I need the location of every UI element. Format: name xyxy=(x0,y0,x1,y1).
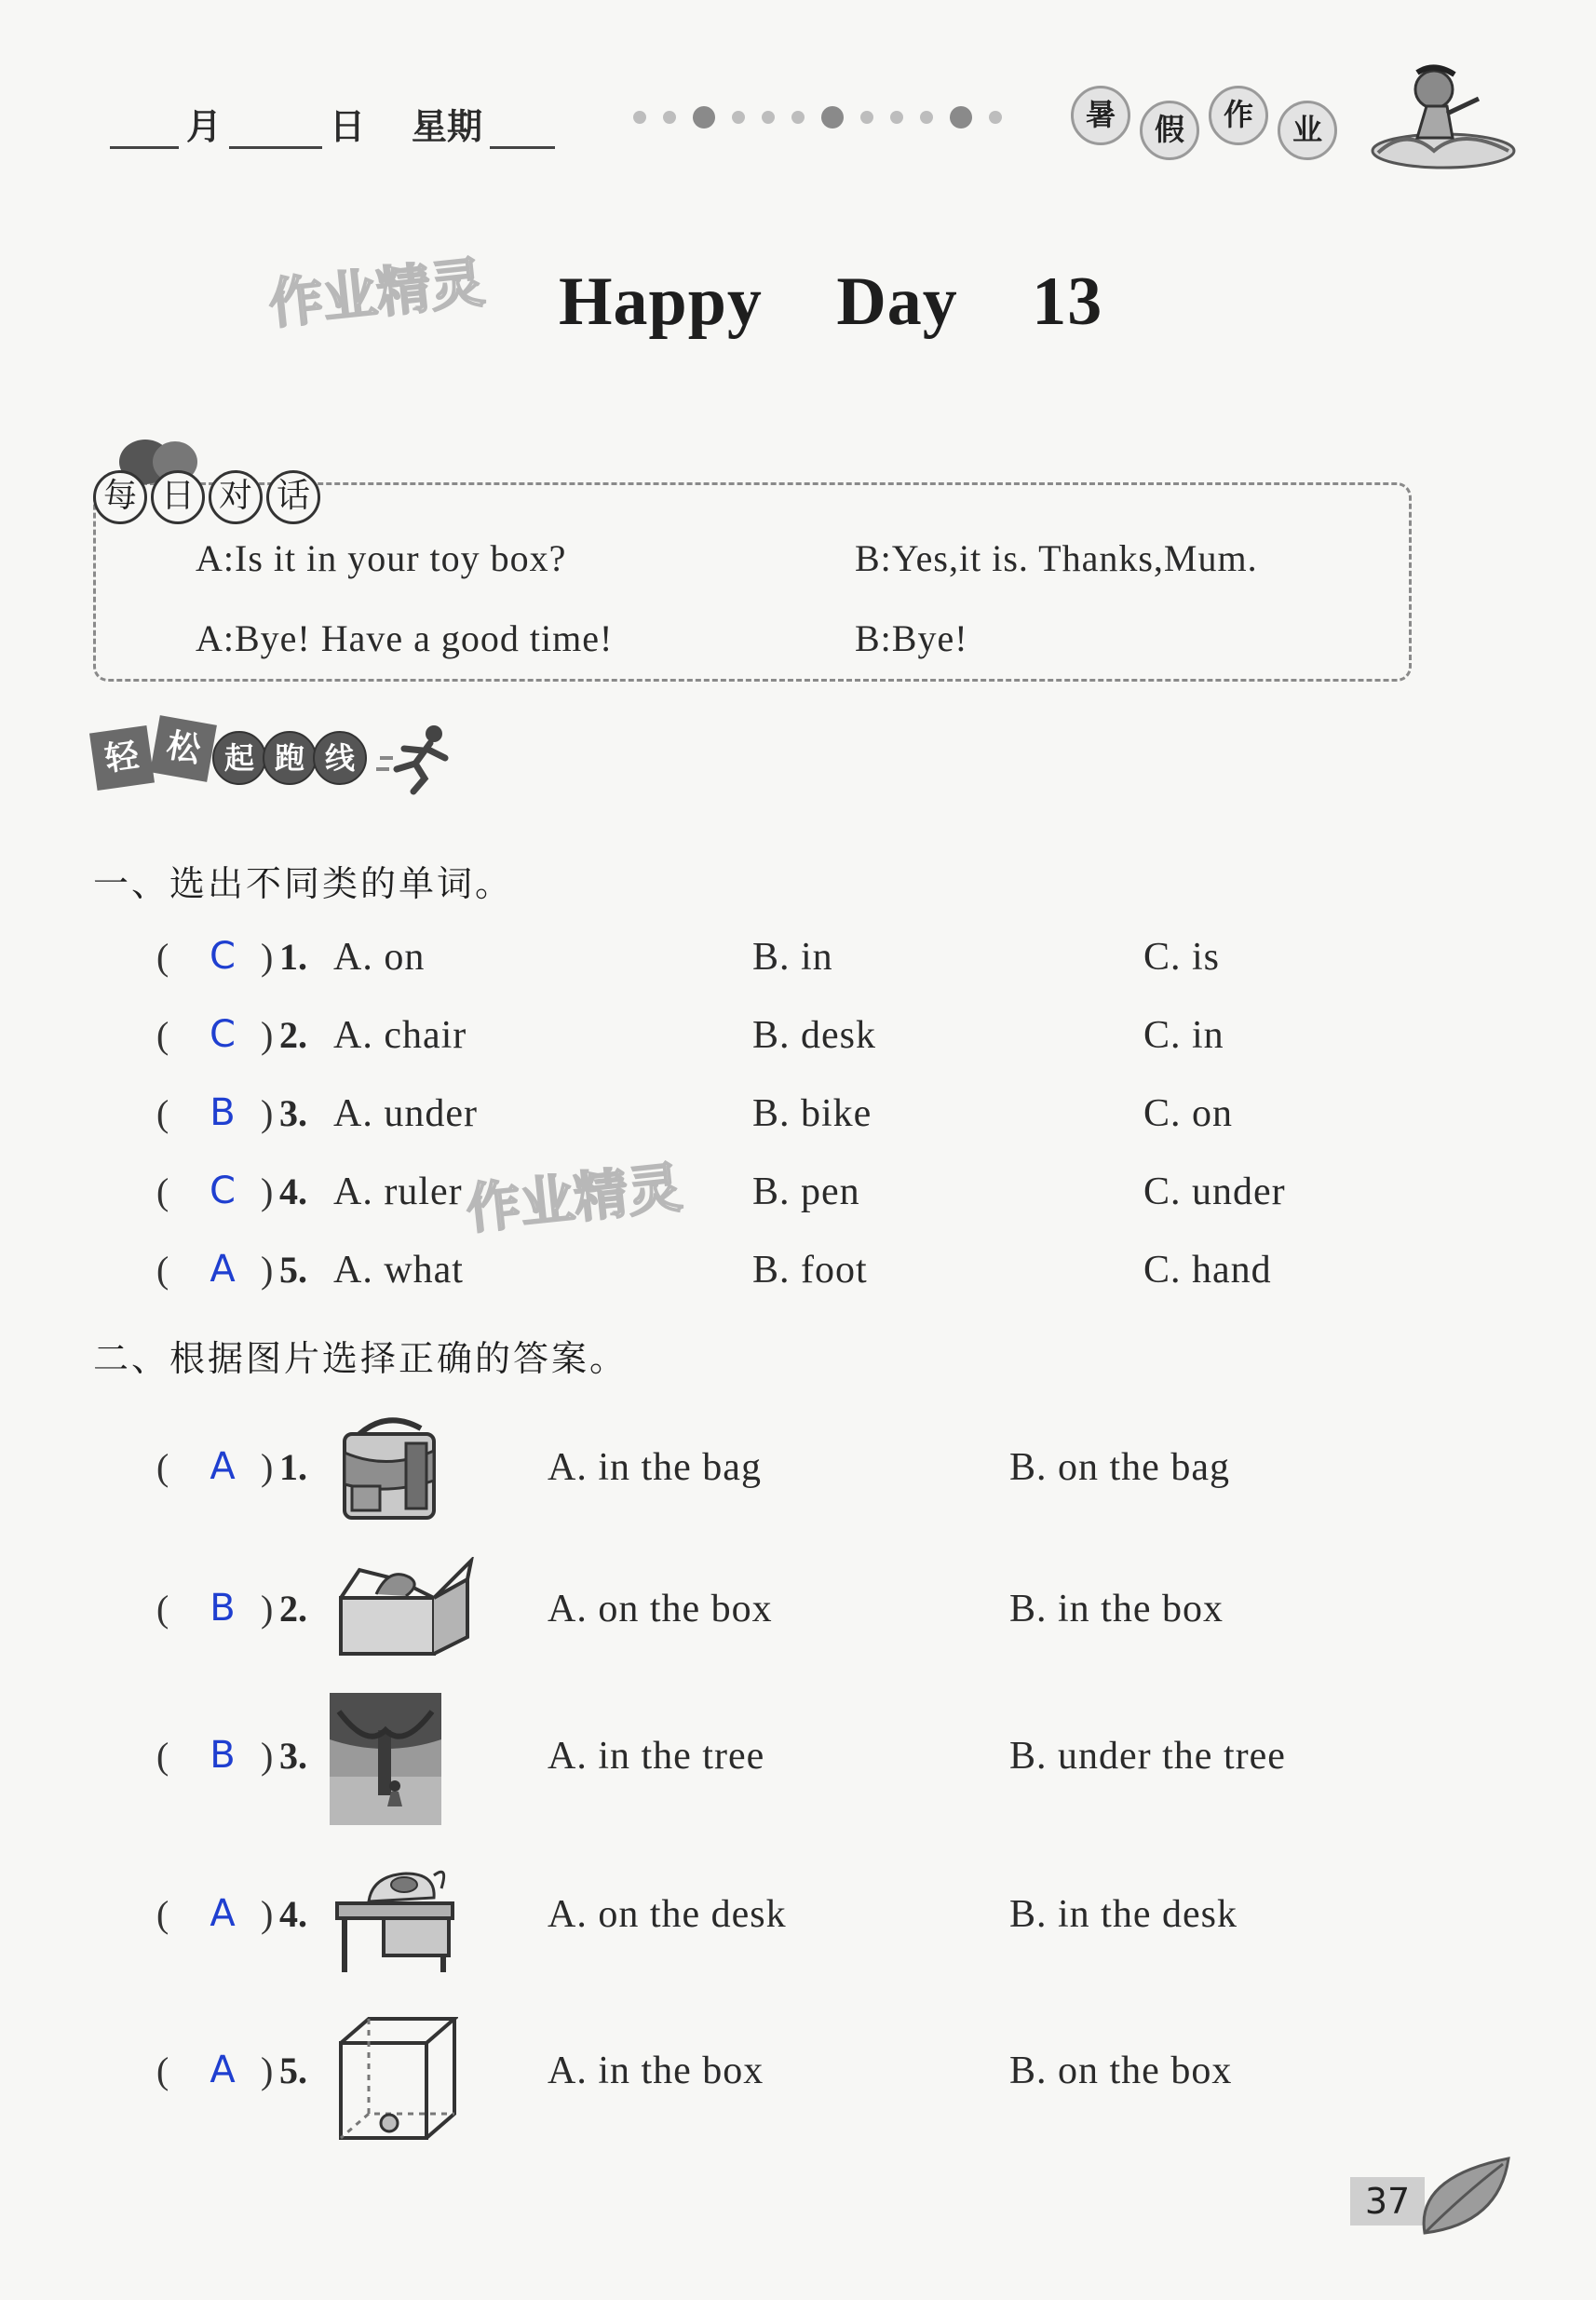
surfer-mascot-icon xyxy=(1369,61,1518,173)
answer-blank[interactable]: A xyxy=(210,1445,236,1488)
part2-heading: 二、根据图片选择正确的答案。 xyxy=(93,1338,629,1379)
dialogue-line: B:Bye! xyxy=(855,617,968,659)
question-number: 1. xyxy=(279,1446,307,1488)
banner-char: 业 xyxy=(1278,101,1337,160)
option-a: A. chair xyxy=(333,1014,467,1057)
watermark: 作业精灵 xyxy=(463,1156,685,1241)
banner-tile: 松 xyxy=(150,715,217,782)
label-char: 话 xyxy=(266,470,320,524)
weekday-label: 星期 xyxy=(412,106,483,147)
option-b: B. on the bag xyxy=(1009,1446,1230,1489)
option-a: A. on the desk xyxy=(548,1893,787,1936)
question-number: 3. xyxy=(279,1735,307,1777)
banner-pill: 线 xyxy=(313,731,367,785)
easy-start-banner xyxy=(93,721,460,795)
paren-close: ) xyxy=(261,1170,274,1212)
option-a: A. on xyxy=(333,936,426,979)
dialogue-line: B:Yes,it is. Thanks,Mum. xyxy=(855,537,1258,579)
option-c: C. hand xyxy=(1143,1249,1272,1292)
dialogue-line: A:Bye! Have a good time! xyxy=(196,617,614,659)
question-number: 4. xyxy=(279,1893,307,1935)
answer-blank[interactable]: B xyxy=(210,1734,236,1777)
banner-char: 假 xyxy=(1140,101,1199,160)
question-number: 5. xyxy=(279,2050,307,2091)
option-a: A. in the bag xyxy=(548,1446,762,1489)
banner-char: 作 xyxy=(1209,86,1268,145)
answer-blank[interactable]: A xyxy=(210,1892,236,1935)
option-b: B. in xyxy=(752,936,833,979)
question-number: 2. xyxy=(279,1588,307,1630)
bag-icon xyxy=(331,1406,453,1527)
question-number: 3. xyxy=(279,1092,307,1134)
page-number: 37 xyxy=(1350,2177,1425,2226)
option-b: B. on the box xyxy=(1009,2050,1233,2092)
option-b: B. pen xyxy=(752,1170,860,1213)
option-b: B. in the desk xyxy=(1009,1893,1238,1936)
paren-close: ) xyxy=(261,1446,274,1488)
summer-homework-banner xyxy=(1071,86,1337,160)
paren-open: ( xyxy=(156,936,169,978)
question-number: 5. xyxy=(279,1249,307,1291)
daily-dialogue-label xyxy=(93,470,320,524)
answer-blank[interactable]: C xyxy=(210,935,236,978)
paren-open: ( xyxy=(156,1249,169,1291)
leaf-icon xyxy=(1406,2149,1518,2242)
question-number: 1. xyxy=(279,936,307,978)
answer-blank[interactable]: B xyxy=(210,1091,236,1134)
option-c: C. on xyxy=(1143,1092,1234,1135)
paren-close: ) xyxy=(261,1249,274,1291)
option-a: A. under xyxy=(333,1092,478,1135)
option-b: B. bike xyxy=(752,1092,872,1135)
open-box-icon xyxy=(331,1557,477,1659)
paren-close: ) xyxy=(261,936,274,978)
glass-box-icon xyxy=(337,2015,458,2142)
answer-blank[interactable]: A xyxy=(210,2049,236,2091)
question-row xyxy=(156,935,1460,991)
banner-char: 暑 xyxy=(1071,86,1130,145)
option-b: B. desk xyxy=(752,1014,876,1057)
month-label: 月 xyxy=(186,106,223,147)
paren-open: ( xyxy=(156,1092,169,1134)
paren-close: ) xyxy=(261,1735,274,1777)
weekday-blank[interactable] xyxy=(490,103,555,149)
answer-blank[interactable]: B xyxy=(210,1587,236,1630)
paren-open: ( xyxy=(156,1014,169,1056)
dialogue-line: A:Is it in your toy box? xyxy=(196,537,567,579)
option-b: B. in the box xyxy=(1009,1588,1224,1630)
banner-pill: 跑 xyxy=(263,731,317,785)
option-a: A. in the tree xyxy=(548,1735,765,1778)
day-label: 日 xyxy=(330,106,366,147)
option-a: A. what xyxy=(333,1249,464,1292)
option-a: A. in the box xyxy=(548,2050,764,2092)
answer-blank[interactable]: C xyxy=(210,1013,236,1056)
question-number: 4. xyxy=(279,1170,307,1212)
option-b: B. foot xyxy=(752,1249,868,1292)
paren-close: ) xyxy=(261,2050,274,2091)
paren-open: ( xyxy=(156,1170,169,1212)
option-b: B. under the tree xyxy=(1009,1735,1286,1778)
question-number: 2. xyxy=(279,1014,307,1056)
paren-close: ) xyxy=(261,1014,274,1056)
answer-blank[interactable]: C xyxy=(210,1170,236,1212)
paren-close: ) xyxy=(261,1588,274,1630)
question-row xyxy=(156,1248,1460,1304)
desk-icon xyxy=(331,1860,458,1976)
question-row xyxy=(156,1170,1460,1225)
banner-pill: 起 xyxy=(212,731,266,785)
paren-open: ( xyxy=(156,2050,169,2091)
part1-heading: 一、选出不同类的单词。 xyxy=(93,863,514,904)
decorative-dots xyxy=(633,106,1002,129)
question-row xyxy=(156,1091,1460,1147)
date-line xyxy=(102,93,562,149)
tree-photo-icon xyxy=(330,1693,441,1825)
option-a: A. ruler xyxy=(333,1170,463,1213)
paren-open: ( xyxy=(156,1588,169,1630)
watermark: 作业精灵 xyxy=(265,250,488,336)
paren-open: ( xyxy=(156,1446,169,1488)
paren-close: ) xyxy=(261,1092,274,1134)
option-c: C. under xyxy=(1143,1170,1286,1213)
option-c: C. is xyxy=(1143,936,1221,979)
banner-tile: 轻 xyxy=(89,725,155,791)
answer-blank[interactable]: A xyxy=(210,1248,236,1291)
option-a: A. on the box xyxy=(548,1588,773,1630)
paren-close: ) xyxy=(261,1893,274,1935)
paren-open: ( xyxy=(156,1893,169,1935)
label-char: 对 xyxy=(209,470,263,524)
label-char: 每 xyxy=(93,470,147,524)
month-blank[interactable] xyxy=(110,103,179,149)
page-title: Happy Day 13 xyxy=(559,264,1103,340)
question-row xyxy=(156,1013,1460,1069)
runner-icon xyxy=(376,721,460,795)
label-char: 日 xyxy=(151,470,205,524)
option-c: C. in xyxy=(1143,1014,1224,1057)
paren-open: ( xyxy=(156,1735,169,1777)
day-blank[interactable] xyxy=(229,103,322,149)
